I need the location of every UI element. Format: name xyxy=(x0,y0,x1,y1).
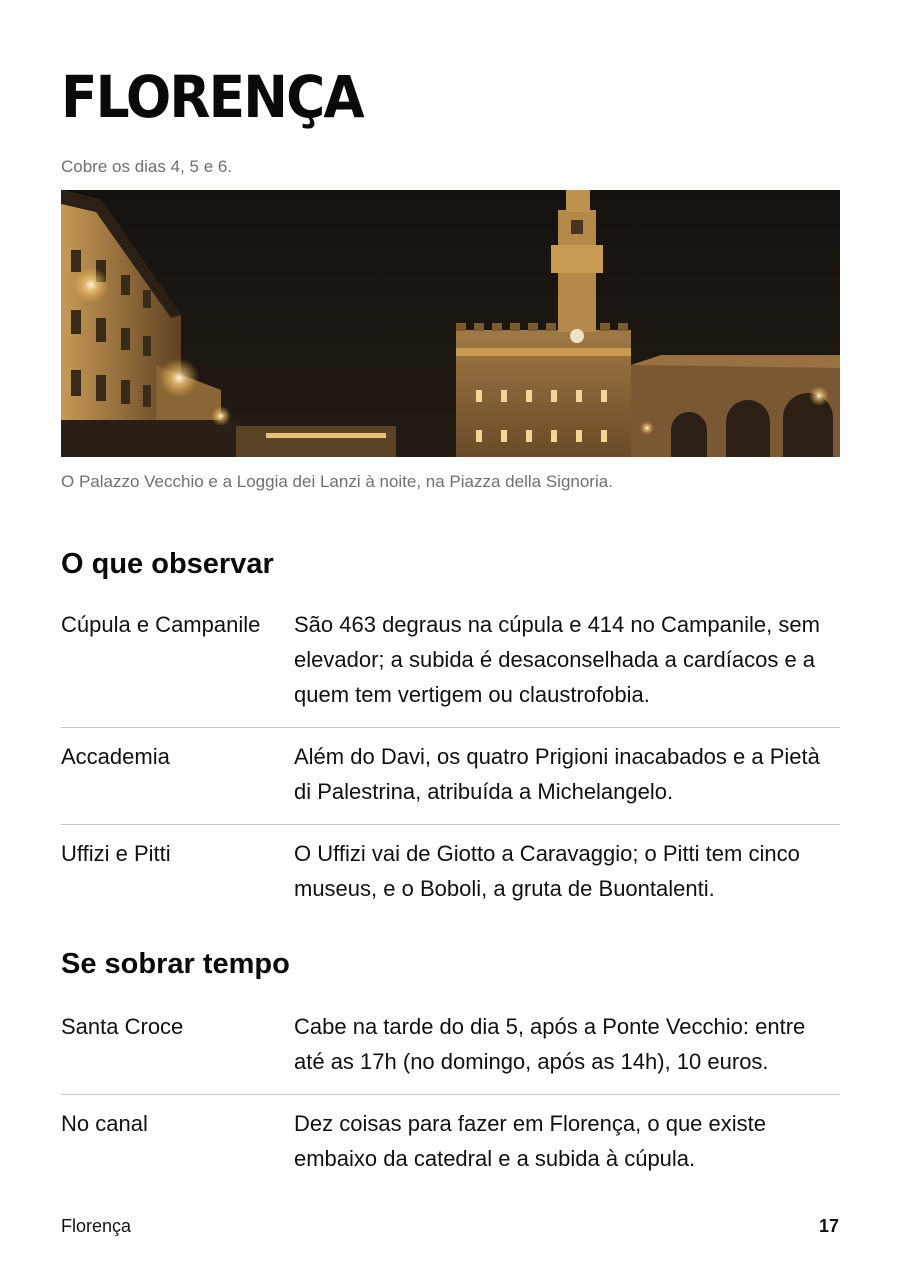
section-heading-extra-time: Se sobrar tempo xyxy=(61,948,290,980)
table-row xyxy=(61,1009,840,1095)
extra-time-table xyxy=(61,1009,840,1191)
footer-section-name: Florença xyxy=(61,1216,132,1236)
row-label: Accademia xyxy=(61,744,170,769)
row-text: São 463 degraus na cúpula e 414 no Campanile, sem elevador; a subida é desaconselhada a cardíacos e a quem tem vertigem ou claustrofobia. xyxy=(294,612,820,707)
row-text: Além do Davi, os quatro Prigioni inacabados e a Pietà di Palestrina, atribuída a Michelangelo. xyxy=(294,744,820,804)
row-text: O Uffizi vai de Giotto a Caravaggio; o Pitti tem cinco museus, e o Boboli, a gruta de Buontalenti. xyxy=(294,841,800,901)
photo-caption: O Palazzo Vecchio e a Loggia dei Lanzi à noite, na Piazza della Signoria. xyxy=(61,472,613,491)
row-label: No canal xyxy=(61,1111,148,1136)
section-heading-observe: O que observar xyxy=(61,548,274,580)
row-label: Uffizi e Pitti xyxy=(61,841,171,866)
row-label: Santa Croce xyxy=(61,1014,184,1039)
page-title: FLORENÇA xyxy=(61,63,363,131)
row-text: Cabe na tarde do dia 5, após a Ponte Vecchio: entre até as 17h (no domingo, após as 14h), 10 euros. xyxy=(294,1014,806,1074)
table-row xyxy=(61,607,840,728)
page-number: 17 xyxy=(818,1216,839,1236)
table-row xyxy=(61,825,840,921)
observe-table xyxy=(61,607,840,921)
table-row xyxy=(61,1095,840,1191)
row-label: Cúpula e Campanile xyxy=(61,612,261,637)
page-subtitle: Cobre os dias 4, 5 e 6. xyxy=(61,157,233,176)
table-row xyxy=(61,728,840,825)
palazzo-vecchio-night-photo xyxy=(61,190,840,457)
row-text: Dez coisas para fazer em Florença, o que existe embaixo da catedral e a subida à cúpula. xyxy=(294,1111,767,1171)
